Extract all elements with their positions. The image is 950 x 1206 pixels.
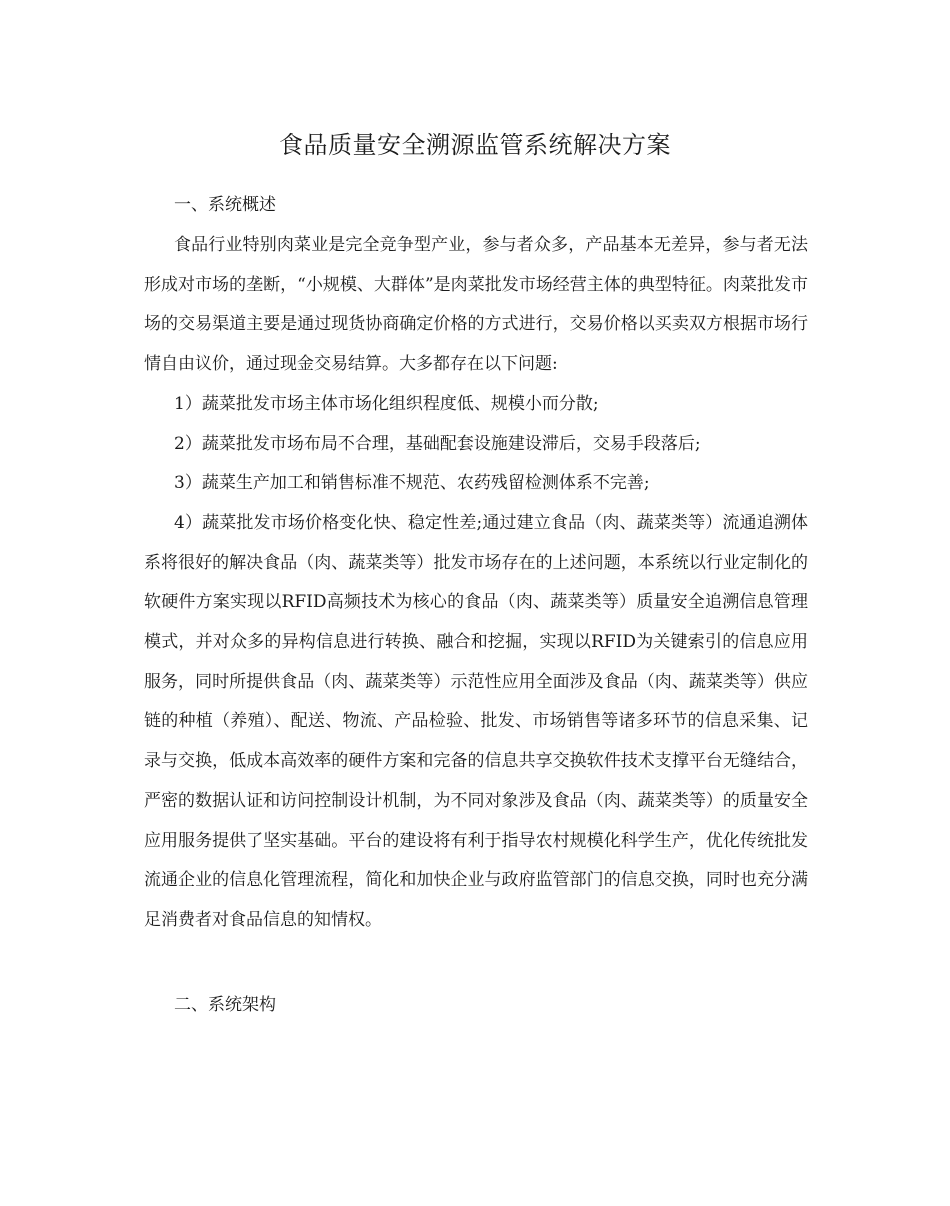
overview-paragraphs [144, 226, 808, 941]
paragraph-issue-2: 2）蔬菜批发市场布局不合理，基础配套设施建设滞后，交易手段落后; [174, 433, 701, 454]
paragraph-issue-3: 3）蔬菜生产加工和销售标准不规范、农药残留检测体系不完善; [174, 473, 650, 494]
paragraph-issue-4: 4）蔬菜批发市场价格变化快、稳定性差;通过建立食品（肉、蔬菜类等）流通追溯体系将很好的解决食品（肉、蔬菜类等）批发市场存在的上述问题，本系统以行业定制化的软硬件方案实现以RFID高频技术为核心的食品（肉、蔬菜类等）质量安全追溯信息管理模式，并对众多的异构信息进行转换、融合和挖掘，实现以RFID为关键索引的信息应用服务，同时所提供食品（肉、蔬菜类等）示范性应用全面涉及食品（肉、蔬菜类等）供应链的种植（养殖）、配送、物流、产品检验、批发、市场销售等诸多环节的信息采集、记录与交换，低成本高效率的硬件方案和完备的信息共享交换软件技术支撑平台无缝结合，严密的数据认证和访问控制设计机制，为不同对象涉及食品（肉、蔬菜类等）的质量安全应用服务提供了坚实基础。平台的建设将有利于指导农村规模化科学生产，优化传统批发流通企业的信息化管理流程，简化和加快企业与政府监管部门的信息交换，同时也充分满足消费者对食品信息的知情权。 [144, 512, 808, 930]
section-heading-architecture: 二、系统架构 [174, 995, 276, 1015]
section-heading-overview: 一、系统概述 [174, 195, 276, 215]
paragraph-issue-1: 1）蔬菜批发市场主体市场化组织程度低、规模小而分散; [174, 393, 599, 414]
paragraph-intro: 食品行业特别肉菜业是完全竞争型产业，参与者众多，产品基本无差异，参与者无法形成对市场的垄断，“小规模、大群体”是肉菜批发市场经营主体的典型特征。肉菜批发市场的交易渠道主要是通过现货协商确定价格的方式进行，交易价格以买卖双方根据市场行情自由议价，通过现金交易结算。大多都存在以下问题: [144, 235, 808, 375]
document-title: 食品质量安全溯源监管系统解决方案 [279, 131, 671, 159]
